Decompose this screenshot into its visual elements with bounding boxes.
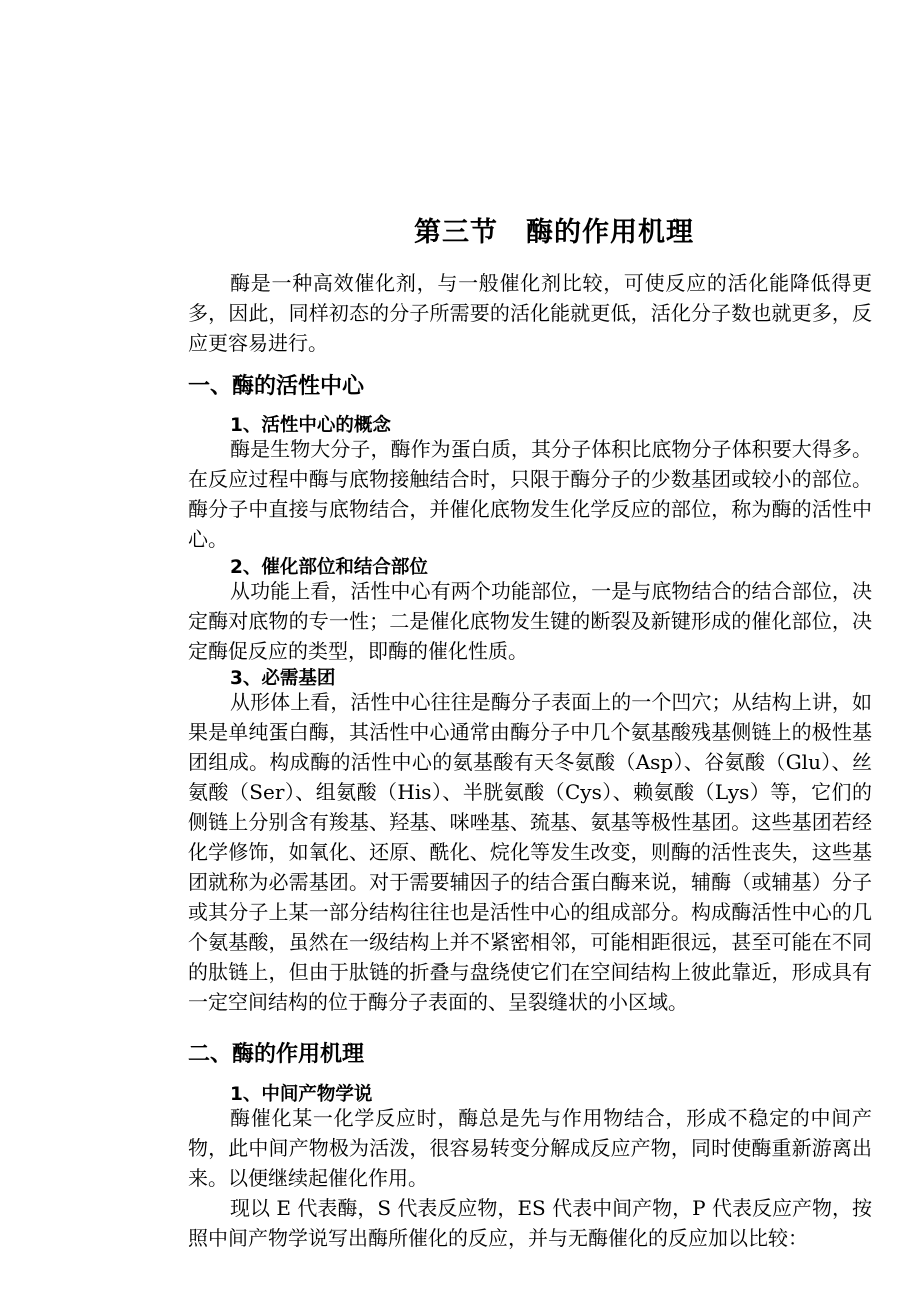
intro-paragraph: 酶是一种高效催化剂，与一般催化剂比较，可使反应的活化能降低得更多，因此，同样初态的分子所需要的活化能就更低，活化分子数也就更多，反应更容易进行。 (188, 271, 872, 355)
section1-sub2-paragraph: 从功能上看，活性中心有两个功能部位，一是与底物结合的结合部位，决定酶对底物的专一性；二是催化底物发生键的断裂及新键形成的催化部位，决定酶促反应的类型，即酶的催化性质。 (188, 579, 872, 663)
section2-sub1-heading: 1、中间产物学说 (230, 1084, 373, 1105)
section1-sub3-paragraph: 从形体上看，活性中心往往是酶分子表面上的一个凹穴；从结构上讲，如果是单纯蛋白酶，其活性中心通常由酶分子中几个氨基酸残基侧链上的极性基团组成。构成酶的活性中心的氨基酸有天冬氨酸（Asp）、谷氨酸（Glu）、丝氨酸（Ser）、组氨酸（His）、半胱氨酸（Cys）、赖氨酸（Lys）等，它们的侧链上分别含有羧基、羟基、咪唑基、巯基、氨基等极性基团。这些基团若经化学修饰，如氧化、还原、酰化、烷化等发生改变，则酶的活性丧失，这些基团就称为必需基团。对于需要辅因子的结合蛋白酶来说，辅酶（或辅基）分子或其分子上某一部分结构往往也是活性中心的组成部分。构成酶活性中心的几个氨基酸，虽然在一级结构上并不紧密相邻，可能相距很远，甚至可能在不同的肽链上，但由于肽链的折叠与盘绕使它们在空间结构上彼此靠近，形成具有一定空间结构的位于酶分子表面的、呈裂缝状的小区域。 (188, 690, 872, 1014)
section2-sub1-paragraph-2: 现以 E 代表酶，S 代表反应物，ES 代表中间产物，P 代表反应产物，按照中间产物学说写出酶所催化的反应，并与无酶催化的反应加以比较： (188, 1196, 872, 1250)
section1-sub2-heading: 2、催化部位和结合部位 (230, 557, 428, 578)
section2-sub1-paragraph: 酶催化某一化学反应时，酶总是先与作用物结合，形成不稳定的中间产物，此中间产物极为活泼，很容易转变分解成反应产物，同时使酶重新游离出来。以便继续起催化作用。 (188, 1106, 872, 1190)
section1-sub1-heading: 1、活性中心的概念 (230, 415, 391, 436)
section2-heading: 二、酶的作用机理 (188, 1042, 365, 1067)
section1-sub3-heading: 3、必需基团 (230, 668, 336, 689)
section1-heading: 一、酶的活性中心 (188, 374, 365, 399)
section1-sub1-paragraph: 酶是生物大分子，酶作为蛋白质，其分子体积比底物分子体积要大得多。在反应过程中酶与底物接触结合时，只限于酶分子的少数基团或较小的部位。酶分子中直接与底物结合，并催化底物发生化学反应的部位，称为酶的活性中心。 (188, 437, 872, 551)
page-title: 第三节 酶的作用机理 (414, 217, 694, 248)
